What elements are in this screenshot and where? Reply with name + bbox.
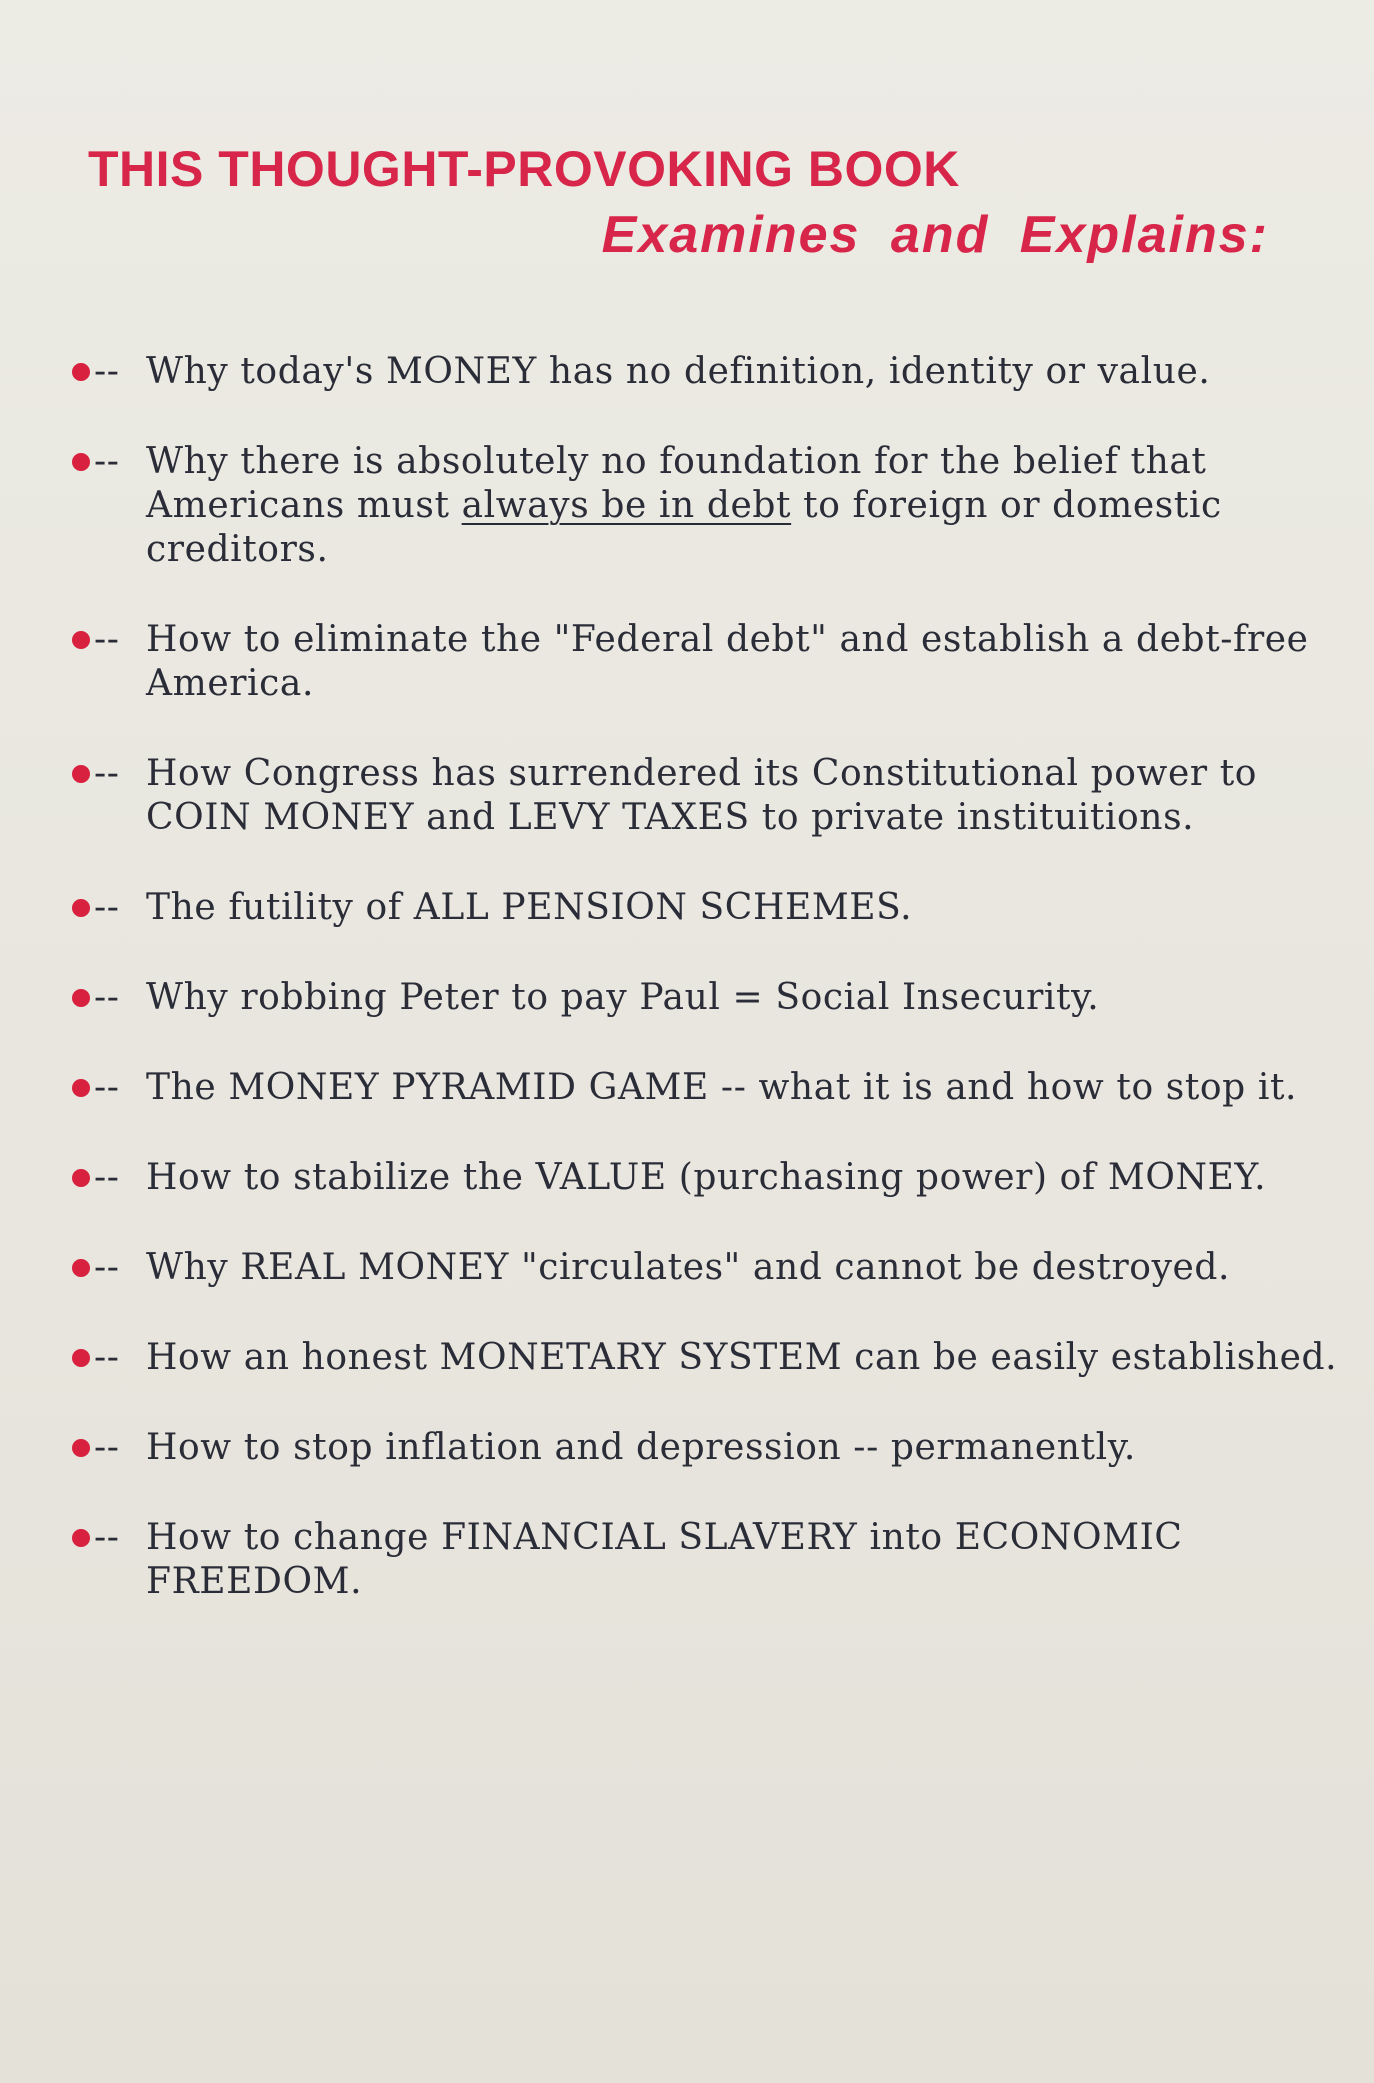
dash-prefix: -- xyxy=(94,1337,120,1378)
item-text: Why there is absolutely no foundation for the belief that Americans must xyxy=(146,441,1207,526)
list-item xyxy=(70,1426,1340,1470)
item-text: How to change FINANCIAL SLAVERY into ECONOMIC FREEDOM. xyxy=(146,1517,1183,1602)
red-bullet-icon xyxy=(72,631,90,649)
list-item xyxy=(70,1156,1340,1200)
list-item xyxy=(70,1246,1340,1290)
red-bullet-icon xyxy=(72,1439,90,1457)
item-text: Why today's MONEY has no definition, identity or value. xyxy=(146,351,1211,392)
item-text: How to stop inflation and depression -- permanently. xyxy=(146,1427,1136,1468)
item-text: How Congress has surrendered its Constitutional power to COIN MONEY and LEVY TAXES to private instituitions. xyxy=(146,753,1258,838)
red-bullet-icon xyxy=(72,453,90,471)
heading-subtitle: Examines and Explains: xyxy=(601,206,1269,264)
dash-prefix: -- xyxy=(94,977,120,1018)
red-bullet-icon xyxy=(72,1169,90,1187)
red-bullet-icon xyxy=(72,899,90,917)
list-item xyxy=(70,440,1340,572)
item-text: The futility of ALL PENSION SCHEMES. xyxy=(146,887,913,928)
list-item xyxy=(70,976,1340,1020)
item-text: How to eliminate the "Federal debt" and establish a debt-free America. xyxy=(146,619,1309,704)
red-bullet-icon xyxy=(72,363,90,381)
list-item xyxy=(70,618,1340,706)
red-bullet-icon xyxy=(72,765,90,783)
item-text-after: to foreign or domestic creditors. xyxy=(146,485,1222,570)
list-item xyxy=(70,350,1340,394)
dash-prefix: -- xyxy=(94,351,120,392)
dash-prefix: -- xyxy=(94,1247,120,1288)
item-text: Why REAL MONEY "circulates" and cannot be destroyed. xyxy=(146,1247,1231,1288)
list-item xyxy=(70,886,1340,930)
item-text: How an honest MONETARY SYSTEM can be easily established. xyxy=(146,1337,1338,1378)
dash-prefix: -- xyxy=(94,1517,120,1558)
item-text-underlined: always be in debt xyxy=(461,485,792,526)
dash-prefix: -- xyxy=(94,1427,120,1468)
list-item xyxy=(70,1066,1340,1110)
dash-prefix: -- xyxy=(94,1067,120,1108)
list-item xyxy=(70,752,1340,840)
list-item xyxy=(70,1336,1340,1380)
red-bullet-icon xyxy=(72,1529,90,1547)
explanation-list xyxy=(70,350,1340,1650)
item-text: How to stabilize the VALUE (purchasing power) of MONEY. xyxy=(146,1157,1267,1198)
item-text: The MONEY PYRAMID GAME -- what it is and how to stop it. xyxy=(146,1067,1298,1108)
dash-prefix: -- xyxy=(94,753,120,794)
dash-prefix: -- xyxy=(94,887,120,928)
dash-prefix: -- xyxy=(94,441,120,482)
dash-prefix: -- xyxy=(94,1157,120,1198)
red-bullet-icon xyxy=(72,1079,90,1097)
red-bullet-icon xyxy=(72,1349,90,1367)
heading-title: THIS THOUGHT-PROVOKING BOOK xyxy=(88,141,960,197)
item-text: Why robbing Peter to pay Paul = Social Insecurity. xyxy=(146,977,1100,1018)
red-bullet-icon xyxy=(72,1259,90,1277)
dash-prefix: -- xyxy=(94,619,120,660)
red-bullet-icon xyxy=(72,989,90,1007)
list-item xyxy=(70,1516,1340,1604)
